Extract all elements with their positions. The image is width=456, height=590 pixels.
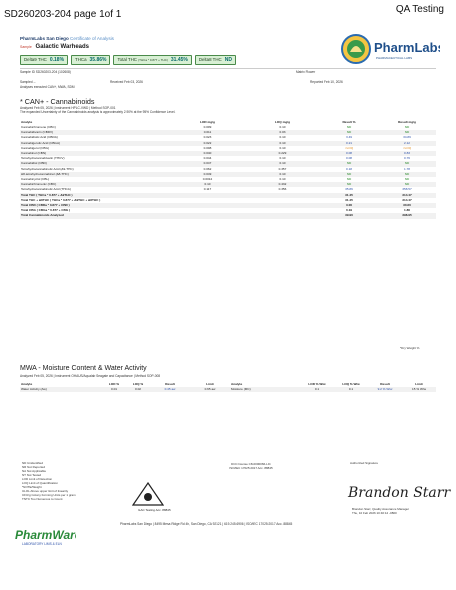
cannabinoids-title: * CAN+ - Cannabinoids xyxy=(20,97,95,106)
table-row: Cannabigerolic Acid (CBGA) 0.022 0.10 0.21 2.12 xyxy=(20,141,436,146)
lab-name: PharmLabs San Diego xyxy=(20,36,69,41)
legend-line: TNTC Too Numerous to Count xyxy=(22,497,63,501)
dry-weight-note: *Dry Weight % xyxy=(400,346,420,350)
table-row: Water Activity (Aw) 0.01 0.02 0.45 aw 0.65 aw Moisture (MC) 0.1 0.1 9.2 % W/w 15 % W/w xyxy=(20,387,436,392)
legend-line: CFU/g Colony Forming Units per 1 gram xyxy=(22,493,76,497)
pill-total-thc: Total THC (THCa * 0.877 + THC) 31.45% xyxy=(113,55,191,65)
ilac-text: ILAC Testing Acc. 88845 xyxy=(138,508,171,512)
legend-line: NA Not Applicable xyxy=(22,469,47,473)
table-header: Analyte LOD % LOQ % Result Limit Analyte LOD % W/w LOQ % W/w Result Limit xyxy=(21,382,423,387)
legend-line: ULOL Above upper limit of linearity xyxy=(22,489,69,493)
signature-label: Authorized Signature xyxy=(350,461,379,465)
signer-info: Brandon Starr, Quality Assurance Manager Thu, 10 Feb 2026 10:40:12 -0800 xyxy=(352,507,410,515)
legend-line: *NOTE/Weight xyxy=(22,485,42,489)
abbreviation-legend xyxy=(22,461,76,501)
table-row: Cannabidivarin (CBDV) 0.011 0.03 ND ND xyxy=(20,130,436,135)
pharmware-logo-icon xyxy=(14,526,76,548)
potency-summary xyxy=(20,55,236,65)
logo-badge-icon xyxy=(340,30,440,68)
table-row: Cannabigerol (CBG) 0.008 0.10 <LOQ <LOQ xyxy=(21,145,412,150)
sample-info xyxy=(20,70,436,92)
pharmlabs-logo xyxy=(340,30,440,68)
total-row: Total CBD ( CBDa * 0.877 + CBD ) 3.06 30.60 xyxy=(20,203,436,208)
cannabinoids-analyzed: Analyzed Feb 05, 2026 | Instrument HPLC-VWD | Method SOP-001 xyxy=(20,106,116,110)
sample-name: Galactic Warheads xyxy=(35,44,90,50)
legend-line: ND Unidentified xyxy=(22,461,44,465)
dcc-license: DCC license C8-0000066-LIC xyxy=(231,462,271,466)
table-row: Δ8-tetrahydrocannabinol (Δ8-THC) 0.049 0.10 ND ND xyxy=(20,172,436,177)
document-type: Certificate of Analysis xyxy=(70,36,114,41)
total-row: Total THC ( THCa * 0.877 + Δ9THC ) 31.45 314.47 xyxy=(20,193,436,198)
svg-text:LABORATORY LIMS & ELN: LABORATORY LIMS & ELN xyxy=(22,542,62,546)
cannabinoids-table xyxy=(20,117,436,219)
mwa-analyzed: Analyzed Feb 05, 2026 | Instrument OHAUS/Aqualab Seagate and Capacitance | Method SOP-008 xyxy=(20,374,161,378)
iso-cert: ISO/IEC 17025:2017 Acc. 88845 xyxy=(229,466,273,470)
header-title: QA Testing xyxy=(395,4,444,15)
logo-tagline: PHARMACEUTICAL LABS xyxy=(376,56,413,60)
matrix: Matrix Flower xyxy=(296,70,316,74)
logo-text: PharmLabs xyxy=(374,40,440,55)
pill-delta9: Delta9 THC 0.18% xyxy=(20,55,68,65)
table-row: Cannabichromenic (CBC) 0.10 0.432 ND ND xyxy=(20,182,436,187)
legend-line: NT Not Tested xyxy=(22,473,42,477)
total-row: Total CBG ( CBGa * 0.877 + CBG ) 0.19 1.86 xyxy=(21,208,411,213)
mwa-title: MWA - Moisture Content & Water Activity xyxy=(20,365,147,372)
ilac-triangle-icon xyxy=(132,482,164,508)
accreditation-info xyxy=(196,462,306,470)
analyses-executed: Analyses executed CAN+, MWA, SDM xyxy=(20,85,75,89)
svg-text:PharmWare: PharmWare xyxy=(15,528,76,542)
table-row: Tetrahydrocannabinolic Acid (THCA) 0.117 0.356 35.86 358.57 xyxy=(21,187,412,192)
sample-tag: Sample xyxy=(20,45,32,49)
legend-line: LOQ Limit of Quantification xyxy=(22,481,59,485)
table-row: Cannabidiol (CBD) 0.047 0.10 ND ND xyxy=(20,161,436,166)
divider xyxy=(20,68,436,69)
mwa-table xyxy=(20,379,436,392)
sample-line xyxy=(20,44,89,50)
sampled-date: Sampled -- xyxy=(20,80,36,84)
legend-line: NR Not Reported xyxy=(22,465,46,469)
table-header: Analyte LOD mg/g LOQ mg/g Result % Result mg/g xyxy=(21,120,416,125)
document-id: SD260203-204 page 1of 1 xyxy=(4,9,122,20)
table-row: Tetrahydrocannabinolic Acid (Δ9-THC) 0.062 0.357 0.18 1.78 xyxy=(21,166,411,171)
total-row: Total THC + Δ8THC ( THCa * 0.877 + Δ9THC + Δ8THC ) 31.45 314.47 xyxy=(21,197,412,202)
table-row: Cannabidiolic Acid (CBDA) 0.023 0.10 3.49 34.89 xyxy=(21,135,411,140)
legend-line: LOD Limit of Detection xyxy=(22,477,53,481)
lab-address: PharmLabs San Diego | 8495 Mesa Ridge Rd 4h, San Diego, CA 92121 | 619.245.6906 | ISO/IEC 17025:2017 Acc. 88845 xyxy=(120,522,293,526)
pill-delta8: Delta8 THC ND xyxy=(195,55,236,65)
pharmware-logo xyxy=(14,526,76,553)
sample-id: Sample ID SD260203-204 (102608) xyxy=(20,70,71,74)
table-row: Cannabichromene (CBC) 0.009 0.10 ND ND xyxy=(21,125,410,129)
page-header xyxy=(4,4,452,18)
reported-date: Reported Feb 10, 2026 xyxy=(310,80,343,84)
lab-line xyxy=(20,36,114,41)
cannabinoids-uncertainty: The expanded Uncertainty of the Cannabinoids analysis is approximately 2.90% at the 95% Confidence Level. xyxy=(20,110,176,114)
received-date: Received Feb 03, 2026 xyxy=(110,80,143,84)
table-row: Cannabicyclol (CBL) 0.0012 0.10 ND ND xyxy=(21,177,410,182)
table-row: Tetrahydrocannabivarin (THCV) 0.044 0.10 0.08 0.76 xyxy=(21,156,411,161)
pill-thca: THCa 35.86% xyxy=(71,55,110,65)
signature: Brandon Starr xyxy=(348,485,451,501)
total-row: Total Cannabinoids Analyzed 39.90 398.95 xyxy=(20,213,436,218)
table-row: Cannabinol (CBN) 0.040 0.229 0.08 0.83 xyxy=(20,151,436,156)
